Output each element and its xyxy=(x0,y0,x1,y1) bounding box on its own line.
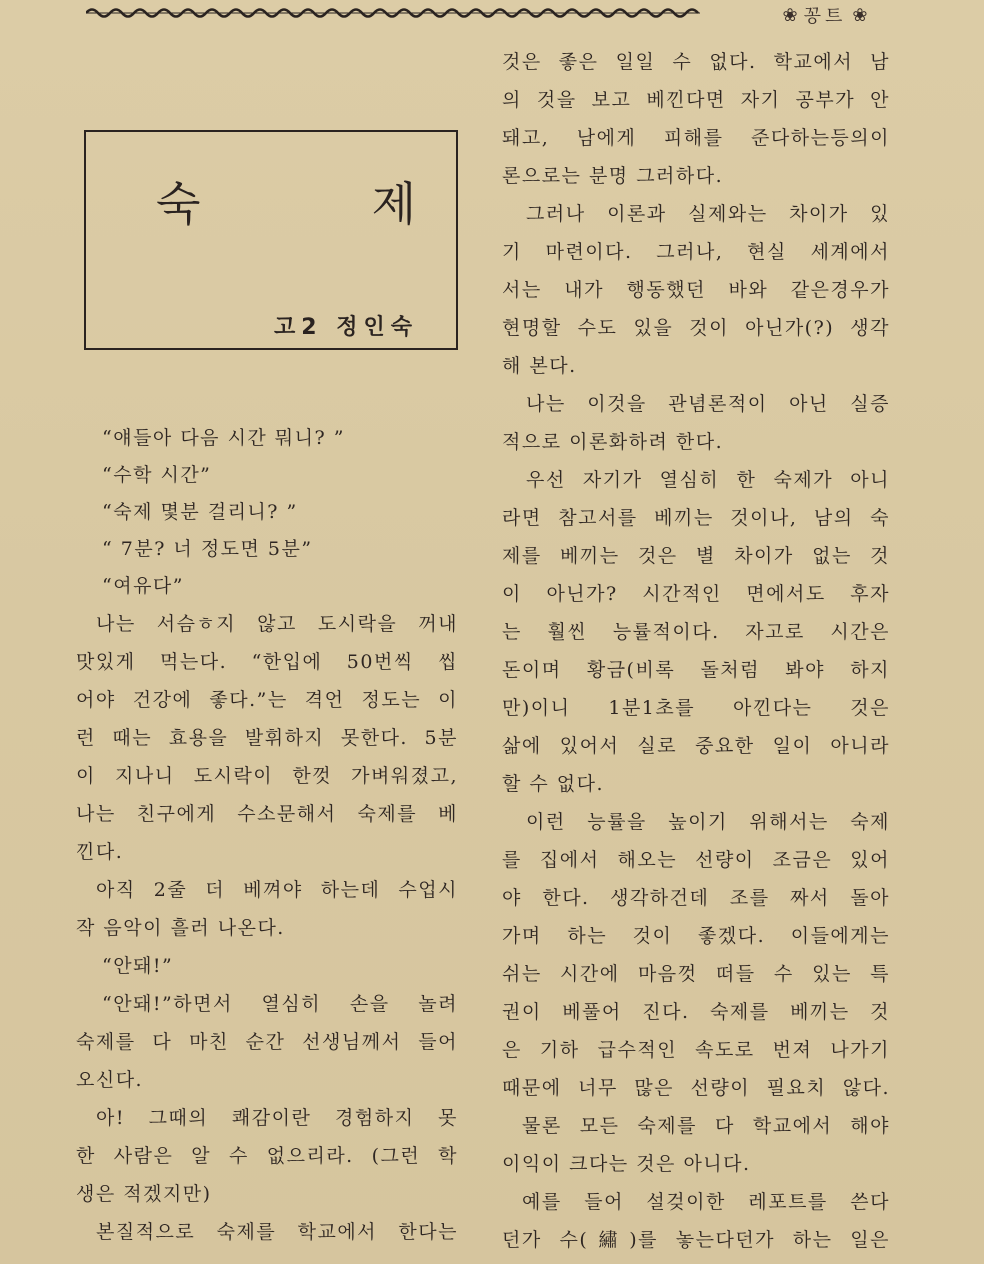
text-line: 는 훨씬 능률적이다. 자고로 시간은 xyxy=(502,621,890,643)
decorative-top-border xyxy=(86,6,700,20)
author-byline: 고2 정인숙 xyxy=(274,315,418,340)
text-line: 맛있게 먹는다. “한입에 50번씩 씹 xyxy=(76,651,458,673)
text-line: 나는 서슴ㅎ지 않고 도시락을 꺼내 xyxy=(96,613,458,635)
text-line: 삶에 있어서 실로 중요한 일이 아니라 xyxy=(502,735,890,757)
text-line: 라면 참고서를 베끼는 것이나, 남의 숙 xyxy=(502,507,890,529)
text-line: 의 것을 보고 베낀다면 자기 공부가 안 xyxy=(502,89,890,111)
text-line: 나는 이것을 관념론적이 아닌 실증 xyxy=(526,393,890,415)
text-line: 것은 좋은 일일 수 없다. 학교에서 남 xyxy=(502,51,890,73)
text-line: 낀다. xyxy=(76,841,124,863)
text-line: 돼고, 남에게 피해를 준다하는등의이 xyxy=(502,127,890,149)
text-line: 만)이니 1분1초를 아낀다는 것은 xyxy=(502,697,890,719)
text-line: 이 지나니 도시락이 한껏 가벼워졌고, xyxy=(76,765,458,787)
text-line: 를 집에서 해오는 선량이 조금은 있어 xyxy=(502,849,890,871)
text-line: 본질적으로 숙제를 학교에서 한다는 xyxy=(96,1221,458,1243)
text-line: 때문에 너무 많은 선량이 필요치 않다. xyxy=(502,1077,890,1099)
text-line: 서는 내가 행동했던 바와 같은경우가 xyxy=(502,279,890,301)
text-line: 아! 그때의 쾌감이란 경험하지 못 xyxy=(96,1107,458,1129)
text-line: 권이 베풀어 진다. 숙제를 베끼는 것 xyxy=(502,1001,890,1023)
text-line: “수학 시간” xyxy=(102,464,212,486)
text-line: 돈이며 황금(비록 돌처럼 봐야 하지 xyxy=(502,659,890,681)
text-line: 한 사람은 알 수 없으리라. (그런 학 xyxy=(76,1145,458,1167)
text-line: “ 7분? 너 정도면 5분” xyxy=(102,538,313,560)
title-char: 제 xyxy=(371,177,416,231)
text-line: 런 때는 효용을 발휘하지 못한다. 5분 xyxy=(76,727,458,749)
text-line: 우선 자기가 열심히 한 숙제가 아니 xyxy=(526,469,890,491)
text-line: 야 한다. 생각하건데 조를 짜서 돌아 xyxy=(502,887,890,909)
text-line: 이런 능률을 높이기 위해서는 숙제 xyxy=(526,811,890,833)
text-line: 던가 수(繡)를 놓는다던가 하는 일은 xyxy=(502,1229,890,1251)
text-line: 은 기하 급수적인 속도로 번져 나가기 xyxy=(502,1039,890,1061)
section-label: 꽁트 xyxy=(803,6,847,27)
title-box xyxy=(84,130,458,350)
text-line: 아직 2줄 더 베껴야 하는데 수업시 xyxy=(96,879,458,901)
flower-ornament-icon: ❀ xyxy=(852,4,868,26)
text-line: 현명할 수도 있을 것이 아닌가(?) 생각 xyxy=(502,317,890,339)
title-char: 숙 xyxy=(156,177,201,231)
text-line: 작 음악이 흘러 나온다. xyxy=(76,917,285,939)
text-line: “여유다” xyxy=(102,575,184,597)
text-line: 오신다. xyxy=(76,1069,144,1091)
text-line: 적으로 이론화하려 한다. xyxy=(502,431,724,453)
text-line: 이익이 크다는 것은 아니다. xyxy=(502,1153,751,1175)
text-line: 그러나 이론과 실제와는 차이가 있 xyxy=(526,203,890,225)
text-line: 제를 베끼는 것은 별 차이가 없는 것 xyxy=(502,545,890,567)
text-line: “얘들아 다음 시간 뭐니? ” xyxy=(102,427,345,449)
text-line: 어야 건강에 좋다.”는 격언 정도는 이 xyxy=(76,689,458,711)
text-line: 생은 적겠지만) xyxy=(76,1183,212,1205)
text-line: 나는 친구에게 수소문해서 숙제를 베 xyxy=(76,803,458,825)
text-line: “안돼!”하면서 열심히 손을 놀려 xyxy=(102,993,458,1015)
text-line: 쉬는 시간에 마음껏 떠들 수 있는 특 xyxy=(502,963,890,985)
text-line: 해 본다. xyxy=(502,355,577,377)
text-line: 숙제를 다 마친 순간 선생님께서 들어 xyxy=(76,1031,458,1053)
text-line: 기 마련이다. 그러나, 현실 세계에서 xyxy=(502,241,890,263)
text-line: 물론 모든 숙제를 다 학교에서 해야 xyxy=(522,1115,890,1137)
article-title xyxy=(156,168,416,234)
text-line: 이 아닌가? 시간적인 면에서도 후자 xyxy=(502,583,890,605)
text-line: “안돼!” xyxy=(102,955,174,977)
section-header xyxy=(760,2,890,28)
text-line: 할 수 없다. xyxy=(502,773,605,795)
text-line: 예를 들어 설겆이한 레포트를 쓴다 xyxy=(522,1191,890,1213)
text-line: “숙제 몇분 걸리니? ” xyxy=(102,501,298,523)
flower-ornament-icon: ❀ xyxy=(782,4,798,26)
text-line: 론으로는 분명 그러하다. xyxy=(502,165,724,187)
text-line: 가며 하는 것이 좋겠다. 이들에게는 xyxy=(502,925,890,947)
